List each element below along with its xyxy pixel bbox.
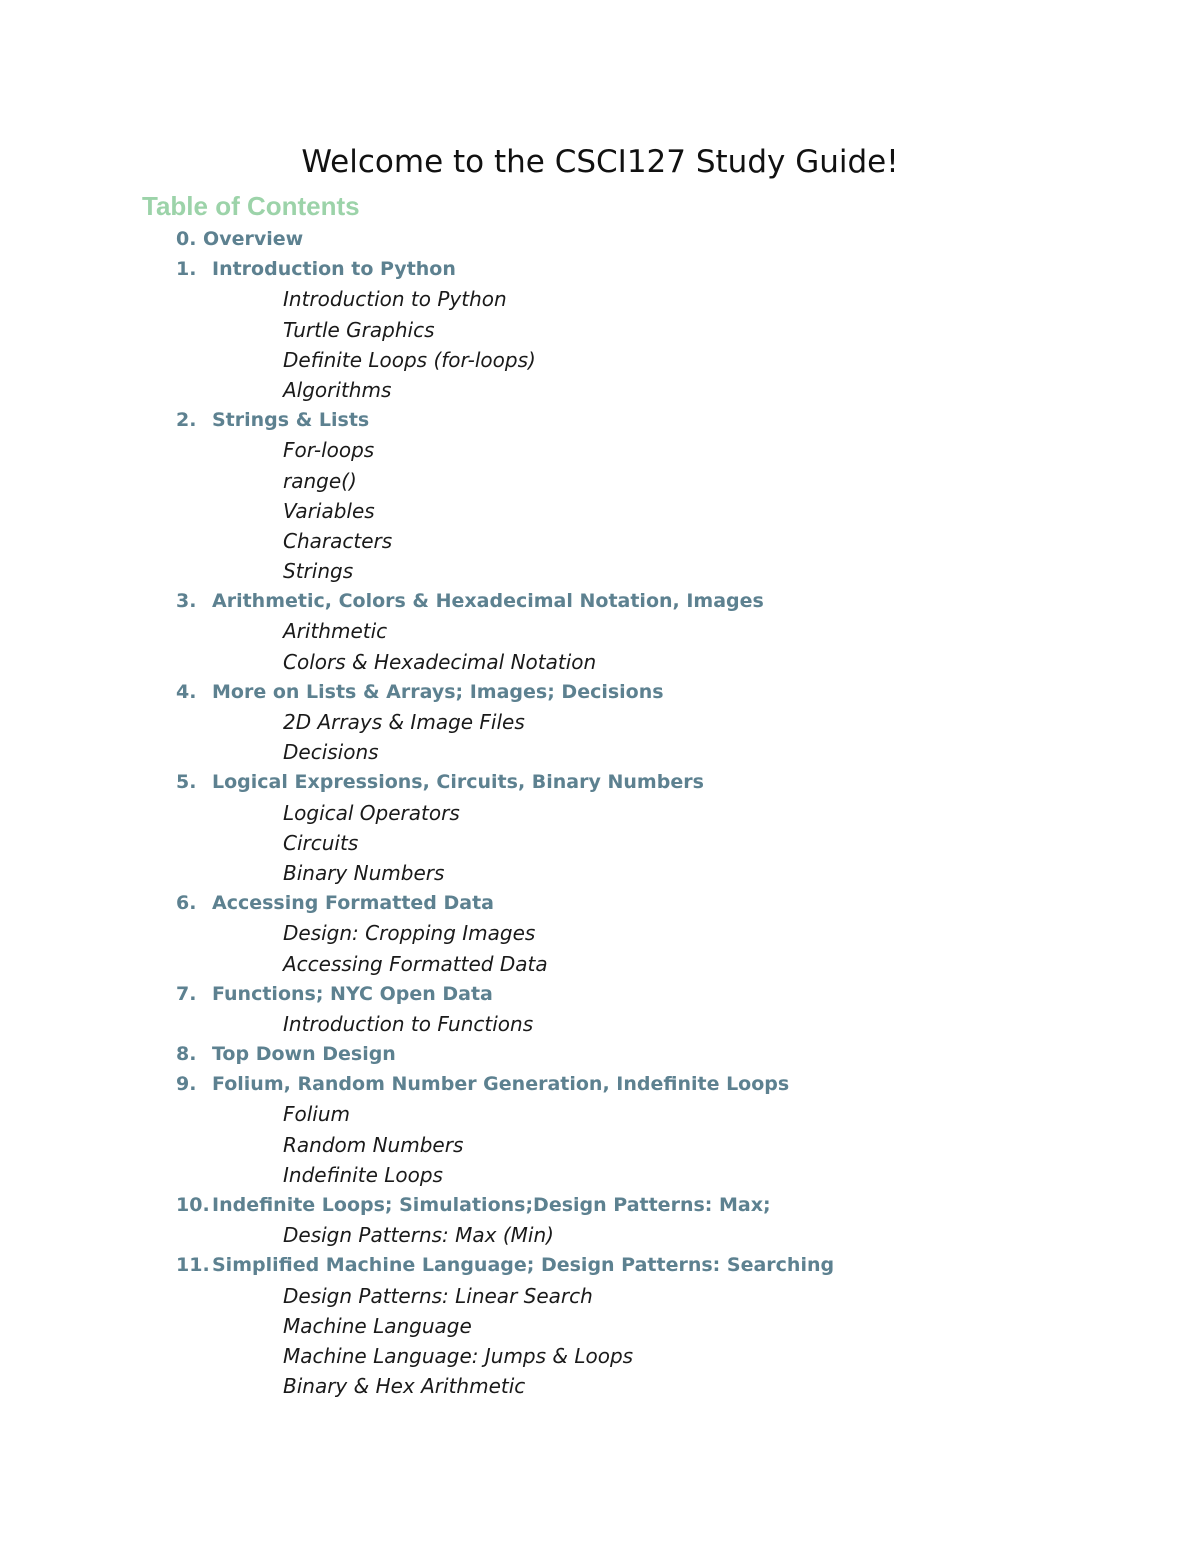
toc-section-title: Indefinite Loops; Simulations;Design Patterns: Max;: [212, 1194, 771, 1216]
toc-section-title: Accessing Formatted Data: [212, 892, 495, 915]
toc-subtopic[interactable]: [0, 1281, 1200, 1311]
toc-section-number: 11.: [176, 1254, 210, 1277]
toc-section[interactable]: [0, 767, 1200, 797]
toc-subtopic[interactable]: [0, 918, 1200, 948]
toc-subtopic[interactable]: [0, 466, 1200, 496]
toc-section-number: 2.: [176, 409, 197, 432]
toc-subtopic[interactable]: [0, 1160, 1200, 1190]
toc-subtopic[interactable]: [0, 1341, 1200, 1371]
toc-section-title: Folium, Random Number Generation, Indefinite Loops: [212, 1073, 790, 1096]
toc-section[interactable]: [0, 888, 1200, 918]
toc-subtopic[interactable]: [0, 737, 1200, 767]
toc-overview[interactable]: [0, 224, 1200, 254]
toc-subtopic-label: Binary Numbers: [283, 860, 445, 885]
toc-section-number: 3.: [176, 590, 197, 613]
toc-subtopic[interactable]: [0, 1371, 1200, 1401]
toc-subtopic[interactable]: [0, 1099, 1200, 1129]
toc-subtopic-label: 2D Arrays & Image Files: [283, 710, 525, 734]
toc-section[interactable]: [0, 405, 1200, 435]
toc-subtopic-label: Design: Cropping Images: [283, 921, 536, 946]
page-title: Welcome to the CSCI127 Study Guide!: [301, 144, 899, 180]
toc-subtopic-label: Definite Loops (for-loops): [283, 347, 536, 372]
toc-subtopic-label: Design Patterns: Linear Search: [283, 1283, 593, 1308]
toc-subtopic[interactable]: [0, 616, 1200, 646]
toc-section-title: Strings & Lists: [212, 409, 370, 432]
toc-section-title: Top Down Design: [212, 1043, 396, 1066]
toc-subtopic[interactable]: [0, 526, 1200, 556]
toc-subtopic-label: Machine Language: [283, 1313, 472, 1338]
toc-subtopic[interactable]: [0, 707, 1200, 737]
toc-subtopic-label: Introduction to Functions: [283, 1011, 534, 1036]
toc-subtopic[interactable]: [0, 375, 1200, 405]
toc-section-number: 4.: [176, 680, 197, 703]
toc-section-title: More on Lists & Arrays; Images; Decisions: [212, 680, 664, 703]
toc-subtopic-label: Random Numbers: [283, 1132, 464, 1157]
table-of-contents: [0, 224, 1200, 1401]
toc-section-number: 10.: [176, 1194, 210, 1216]
toc-subtopic-label: Binary & Hex Arithmetic: [283, 1374, 526, 1399]
toc-section[interactable]: [0, 586, 1200, 616]
toc-subtopic-label: Colors & Hexadecimal Notation: [283, 649, 597, 674]
toc-subtopic-label: Folium: [283, 1102, 351, 1127]
toc-subtopic[interactable]: [0, 1311, 1200, 1341]
toc-subtopic-label: range(): [283, 468, 357, 493]
toc-subtopic-label: Circuits: [283, 830, 359, 855]
toc-section[interactable]: [0, 677, 1200, 707]
toc-subtopic[interactable]: [0, 1009, 1200, 1039]
toc-subtopic[interactable]: [0, 345, 1200, 375]
toc-subtopic[interactable]: [0, 798, 1200, 828]
toc-section-number: 8.: [176, 1043, 197, 1066]
toc-subtopic-label: Algorithms: [283, 377, 392, 402]
toc-subtopic[interactable]: [0, 1220, 1200, 1250]
toc-subtopic-label: Accessing Formatted Data: [283, 951, 548, 976]
toc-section-number: 5.: [176, 771, 197, 794]
toc-section-number: 6.: [176, 892, 197, 915]
toc-subtopic-label: Decisions: [283, 740, 379, 765]
toc-subtopic[interactable]: [0, 556, 1200, 586]
toc-subtopic-label: Machine Language: Jumps & Loops: [283, 1343, 634, 1368]
toc-subtopic-label: Logical Operators: [283, 800, 460, 825]
toc-section[interactable]: [0, 1250, 1200, 1280]
toc-section-title: Introduction to Python: [212, 258, 456, 281]
toc-subtopic[interactable]: [0, 1130, 1200, 1160]
toc-section[interactable]: [0, 1069, 1200, 1099]
toc-subtopic-label: For-loops: [283, 438, 375, 463]
toc-subtopic-label: Indefinite Loops: [283, 1162, 443, 1187]
toc-subtopic[interactable]: [0, 858, 1200, 888]
toc-section-number: 1.: [176, 258, 197, 281]
toc-subtopic[interactable]: [0, 828, 1200, 858]
toc-subtopic-label: Design Patterns: Max (Min): [283, 1223, 554, 1248]
toc-section-title: Logical Expressions, Circuits, Binary Numbers: [212, 771, 704, 794]
toc-subtopic[interactable]: [0, 496, 1200, 526]
toc-subtopic-label: Strings: [283, 559, 354, 584]
toc-subtopic-label: Variables: [283, 498, 375, 523]
toc-section[interactable]: [0, 254, 1200, 284]
toc-subtopic[interactable]: [0, 647, 1200, 677]
toc-subtopic-label: Turtle Graphics: [283, 317, 435, 342]
toc-subtopic[interactable]: [0, 949, 1200, 979]
toc-section[interactable]: [0, 1190, 1200, 1220]
toc-section-title: Functions; NYC Open Data: [212, 982, 493, 1005]
toc-heading: Table of Contents: [142, 191, 360, 221]
toc-section-number: 9.: [176, 1073, 197, 1096]
toc-overview-label: 0. Overview: [176, 228, 304, 250]
toc-section-title: Arithmetic, Colors & Hexadecimal Notation, Images: [212, 590, 764, 613]
toc-subtopic[interactable]: [0, 315, 1200, 345]
toc-subtopic-label: Introduction to Python: [283, 287, 507, 312]
toc-subtopic-label: Arithmetic: [283, 619, 388, 644]
toc-subtopic-label: Characters: [283, 528, 393, 553]
toc-section[interactable]: [0, 979, 1200, 1009]
toc-subtopic[interactable]: [0, 435, 1200, 465]
toc-subtopic[interactable]: [0, 284, 1200, 314]
toc-section-number: 7.: [176, 982, 197, 1005]
toc-section[interactable]: [0, 1039, 1200, 1069]
toc-section-title: Simplified Machine Language; Design Patterns: Searching: [212, 1254, 835, 1277]
